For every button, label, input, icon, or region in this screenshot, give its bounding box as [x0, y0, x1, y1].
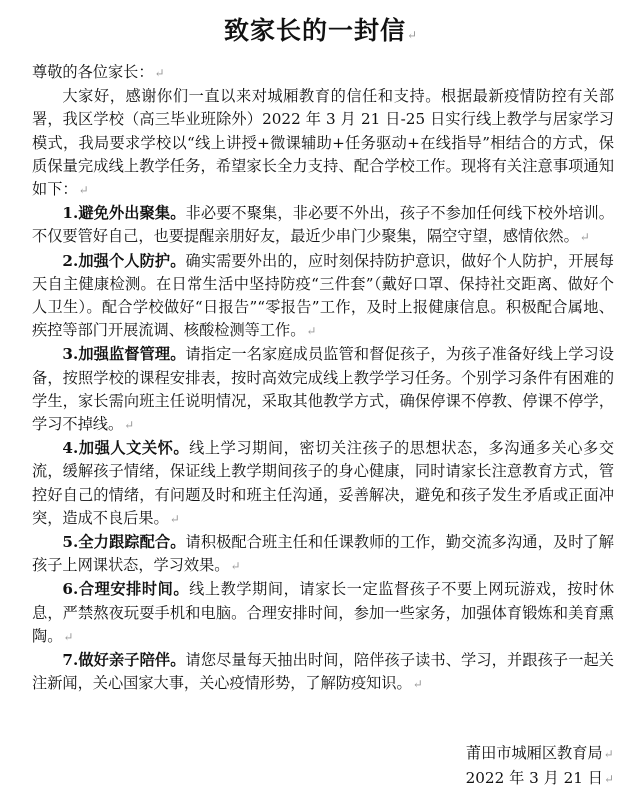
notice-item-heading: 7.做好亲子陪伴。: [62, 651, 186, 670]
paragraph-mark-icon: ↵: [603, 747, 614, 761]
notice-item-heading: 1.避免外出聚集。: [62, 204, 186, 223]
paragraph-mark-icon: ↵: [230, 559, 241, 574]
notice-item-heading: 5.全力跟踪配合。: [62, 533, 186, 552]
notice-item-heading: 4.加强人文关怀。: [62, 439, 190, 458]
signature-date-line: [466, 766, 614, 791]
letter-title: 致家长的一封信: [223, 16, 406, 45]
signature-organization-line: [466, 741, 614, 766]
notice-item-text: 非必要不聚集，非必要不外出，孩子不参加任何线下校外培训。不仅要管好自己，也要提醒亲朋好友，最近少串门少聚集，隔空守望，感情依然。: [32, 204, 614, 246]
letter-body: [32, 61, 614, 696]
letter-title-line: [0, 14, 642, 52]
notice-item-text: 确实需要外出的，应时刻保持防护意识，做好个人防护，开展每天自主健康检测。在日常生活中坚持防疫“三件套”（戴好口罩、保持社交距离、做好个人卫生）。配合学校做好“日报告”“零报告”工作，及时上报健康信息。积极配合属地、疾控等部门开展流调、核酸检测等工作。: [32, 251, 614, 340]
notice-item-2: [32, 250, 614, 344]
paragraph-mark-icon: ↵: [579, 230, 590, 245]
notice-item-text: 线上教学期间，请家长一定监督孩子不要上网玩游戏，按时休息，严禁熬夜玩耍手机和电脑。合理安排时间，参加一些家务，加强体育锻炼和美育熏陶。: [32, 580, 615, 645]
paragraph-mark-icon: ↵: [124, 418, 135, 433]
signature-block: [466, 741, 614, 791]
paragraph-mark-icon: ↵: [306, 324, 317, 339]
notice-item-text: 线上学习期间，密切关注孩子的思想状态，多沟通多关心多交流，缓解孩子情绪，保证线上教学期间孩子的身心健康，同时请家长注意教育方式，管控好自己的情绪，有问题及时和班主任沟通，妥善解决，避免和孩子发生矛盾或正面冲突，造成不良后果。: [32, 439, 615, 527]
intro-paragraph: [32, 85, 614, 202]
signature-date: 2022 年 3 月 21 日: [465, 769, 603, 787]
paragraph-mark-icon: ↵: [603, 772, 614, 786]
notice-item-7: [32, 649, 614, 696]
paragraph-mark-icon: ↵: [169, 511, 180, 526]
notice-item-heading: 2.加强个人防护。: [62, 251, 186, 270]
notice-item-5: [32, 531, 614, 578]
notice-item-text: 请您尽量每天抽出时间，陪伴孩子读书、学习，并跟孩子一起关注新闻，关心国家大事，关心疫情形势，了解防疫知识。: [32, 651, 614, 693]
paragraph-mark-icon: ↵: [154, 66, 165, 80]
intro-text: 大家好，感谢你们一直以来对城厢教育的信任和支持。根据最新疫情防控有关部署，我区学校（高三毕业班除外）2022 年 3 月 21 日-25 日实行线上教学与居家学习模式，我局要求学校以“线上讲授+微课辅助+任务驱动+在线指导”相结合的方式，保质保量完成线上教学任务，希望家长全力支持、配合学校工作。现将有关注意事项通知如下：: [32, 87, 614, 199]
salutation: 尊敬的各位家长：: [32, 63, 154, 81]
notice-item-1: [32, 202, 614, 249]
notice-item-6: [32, 578, 614, 649]
notice-item-4: [32, 437, 614, 531]
notice-item-heading: 6.合理安排时间。: [62, 580, 190, 599]
paragraph-mark-icon: ↵: [412, 677, 423, 692]
salutation-paragraph: [32, 61, 614, 85]
paragraph-mark-icon: ↵: [63, 629, 74, 644]
paragraph-mark-icon: ↵: [406, 28, 419, 42]
signature-organization: 莆田市城厢区教育局: [465, 744, 603, 762]
notice-item-heading: 3.加强监督管理。: [62, 345, 186, 364]
notice-item-text: 请积极配合班主任和任课教师的工作，勤交流多沟通，及时了解孩子上网课状态，学习效果。: [32, 533, 614, 575]
paragraph-mark-icon: ↵: [78, 183, 89, 198]
notice-item-text: 请指定一名家庭成员监管和督促孩子，为孩子准备好线上学习设备，按照学校的课程安排表，按时高效完成线上教学学习任务。个别学习条件有困难的学生，家长需向班主任说明情况，采取其他教学方式，确保停课不停教、停课不停学，学习不掉线。: [32, 345, 614, 434]
notice-item-3: [32, 343, 614, 437]
